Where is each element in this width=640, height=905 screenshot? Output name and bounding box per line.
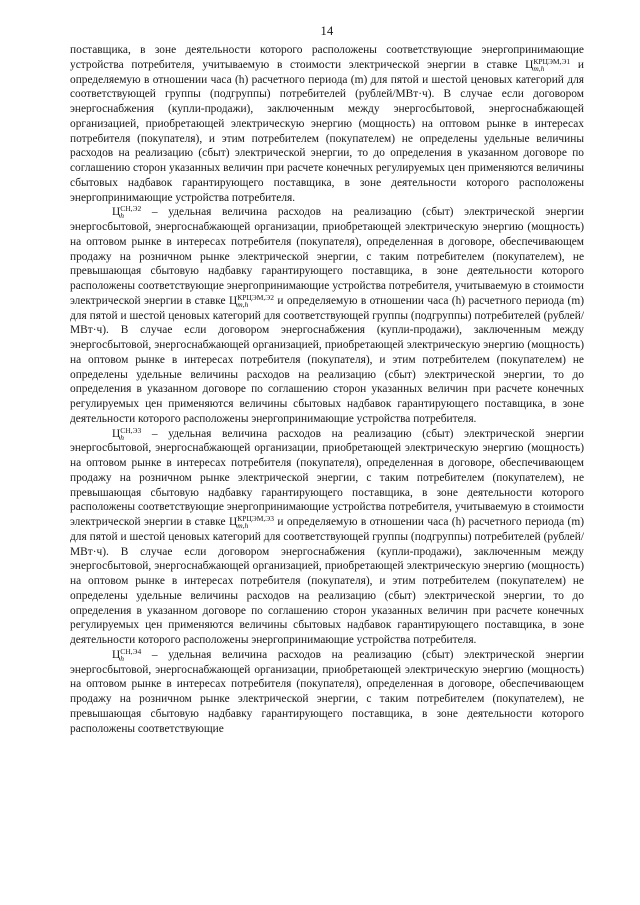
term-symbol [112, 204, 142, 221]
paragraph-text: – удельная величина расходов на реализацию (сбыт) электрической энергии энергосбытовой, энергоснабжающей организации, приобретающей электрическую энергию (мощность) на оптовом рынке в интересах потребителя (покупателя), определенная в договоре, обеспечивающем продажу на розничном рынке электрической энергии, с таким потребителем (покупателем), не превышающая сбытовую надбавку гарантирующего поставщика, в зоне деятельности которого расположены соответствующие энергопринимающие устройства потребителя, учитываемую в стоимости электрической энергии в ставке [70, 206, 584, 307]
symbol-base: Ц [112, 206, 121, 219]
paragraph-1 [70, 43, 584, 205]
symbol-subscript: h [120, 211, 124, 221]
paragraph-text: и определяемую в отношении часа (h) расчетного периода (m) для пятой и шестой ценовых категорий для соответствующей группы (подгруппы) потребителей (рублей/МВт·ч). В случае если договором энергоснабжения (купли-продажи), заключенным между энергосбытовой, энергоснабжающей организацией, приобретающей электрическую энергию (мощность) на оптовом рынке в интересах потребителя (покупателя), и этим потребителем (покупателем) не определены удельные величины расходов на реализацию (сбыт) электрической энергии, то до определения в указанном договоре по соглашению сторон указанных величин при расчете конечных регулируемых цен применяются величины сбытовых надбавок гарантирующего поставщика, в зоне деятельности которого расположены энергопринимающие устройства потребителя. [70, 58, 584, 204]
symbol-superscript: СН,Э2 [120, 204, 142, 214]
price-symbol [525, 56, 571, 73]
term-symbol [112, 646, 142, 663]
symbol-superscript: СН,Э4 [120, 646, 142, 656]
paragraph-text: и определяемую в отношении часа (h) расчетного периода (m) для пятой и шестой ценовых категорий для соответствующей группы (подгруппы) потребителей (рублей/МВт·ч). В случае если договором энергоснабжения (купли-продажи), заключенным между энергосбытовой, энергоснабжающей организацией, приобретающей электрическую энергию (мощность) на оптовом рынке в интересах потребителя (покупателя), и этим потребителем (покупателем) не определены удельные величины расходов на реализацию (сбыт) электрической энергии, то до определения в указанном договоре по соглашению сторон указанных величин при расчете конечных регулируемых цен применяются величины сбытовых надбавок гарантирующего поставщика, в зоне деятельности которого расположены энергопринимающие устройства потребителя. [70, 294, 584, 425]
symbol-base: Ц [112, 427, 121, 440]
symbol-subscript: h [120, 432, 124, 442]
paragraph-text: поставщика, в зоне деятельности которого расположены соответствующие энергопринимающие устройства потребителя, учитываемую в стоимости электрической энергии в ставке [70, 44, 584, 71]
symbol-subscript: m,h [237, 299, 249, 309]
paragraph-2 [70, 205, 584, 426]
symbol-subscript: h [120, 653, 124, 663]
symbol-superscript: КРЦЭМ,Э2 [237, 292, 274, 302]
symbol-superscript: КРЦЭМ,Э3 [237, 514, 274, 523]
price-symbol [229, 516, 274, 528]
price-symbol [228, 292, 274, 309]
paragraph-4 [70, 648, 584, 737]
symbol-base: Ц [228, 516, 238, 528]
symbol-subscript: m,h [533, 63, 545, 73]
symbol-base: Ц [228, 294, 238, 307]
paragraph-3 [70, 427, 584, 648]
paragraph-text: – удельная величина расходов на реализацию (сбыт) электрической энергии энергосбытовой, энергоснабжающей организации, приобретающей электрическую энергию (мощность) на оптовом рынке в интересах потребителя (покупателя), определенная в договоре, обеспечивающем продажу на розничном рынке электрической энергии, с таким потребителем (покупателем), не превышающая сбытовую надбавку гарантирующего поставщика, в зоне деятельности которого расположены соответствующие [70, 648, 584, 735]
symbol-superscript: КРЦЭМ,Э1 [533, 56, 571, 66]
symbol-base: Ц [112, 648, 121, 661]
symbol-indices [120, 427, 141, 441]
symbol-indices [237, 515, 274, 529]
page-number: 14 [320, 24, 334, 38]
symbol-indices [120, 648, 141, 662]
paragraph-text: – удельная величина расходов на реализацию (сбыт) электрической энергии энергосбытовой, энергоснабжающей организации, приобретающей электрическую энергию (мощность) на оптовом рынке в интересах потребителя (покупателя), определенная в договоре, обеспечивающем продажу на розничном рынке электрической энергии, с таким потребителем (покупателем), не превышающая сбытовую надбавку гарантирующего поставщика, в зоне деятельности которого расположены соответствующие энергопринимающие устройства потребителя, учитываемую в стоимости электрической энергии в ставке [70, 427, 584, 528]
symbol-base: Ц [525, 58, 534, 71]
symbol-subscript: m,h [237, 521, 249, 530]
symbol-indices [237, 294, 274, 308]
symbol-indices [533, 58, 570, 72]
symbol-indices [120, 205, 141, 219]
symbol-superscript: СН,Э3 [120, 425, 142, 435]
term-symbol [112, 425, 142, 442]
paragraph-text: и определяемую в отношении часа (h) расчетного периода (m) для пятой и шестой ценовых категорий для соответствующей группы (подгруппы) потребителей (рублей/МВт·ч). В случае если договором энергоснабжения (купли-продажи), заключенным между энергосбытовой, энергоснабжающей организацией, приобретающей электрическую энергию (мощность) на оптовом рынке в интересах потребителя (покупателя), и этим потребителем (покупателем) не определены удельные величины расходов на реализацию (сбыт) электрической энергии, то до определения в указанном договоре по соглашению сторон указанных величин при расчете конечных регулируемых цен применяются величины сбытовых надбавок гарантирующего поставщика, в зоне деятельности которого расположены энергопринимающие устройства потребителя. [70, 516, 584, 646]
